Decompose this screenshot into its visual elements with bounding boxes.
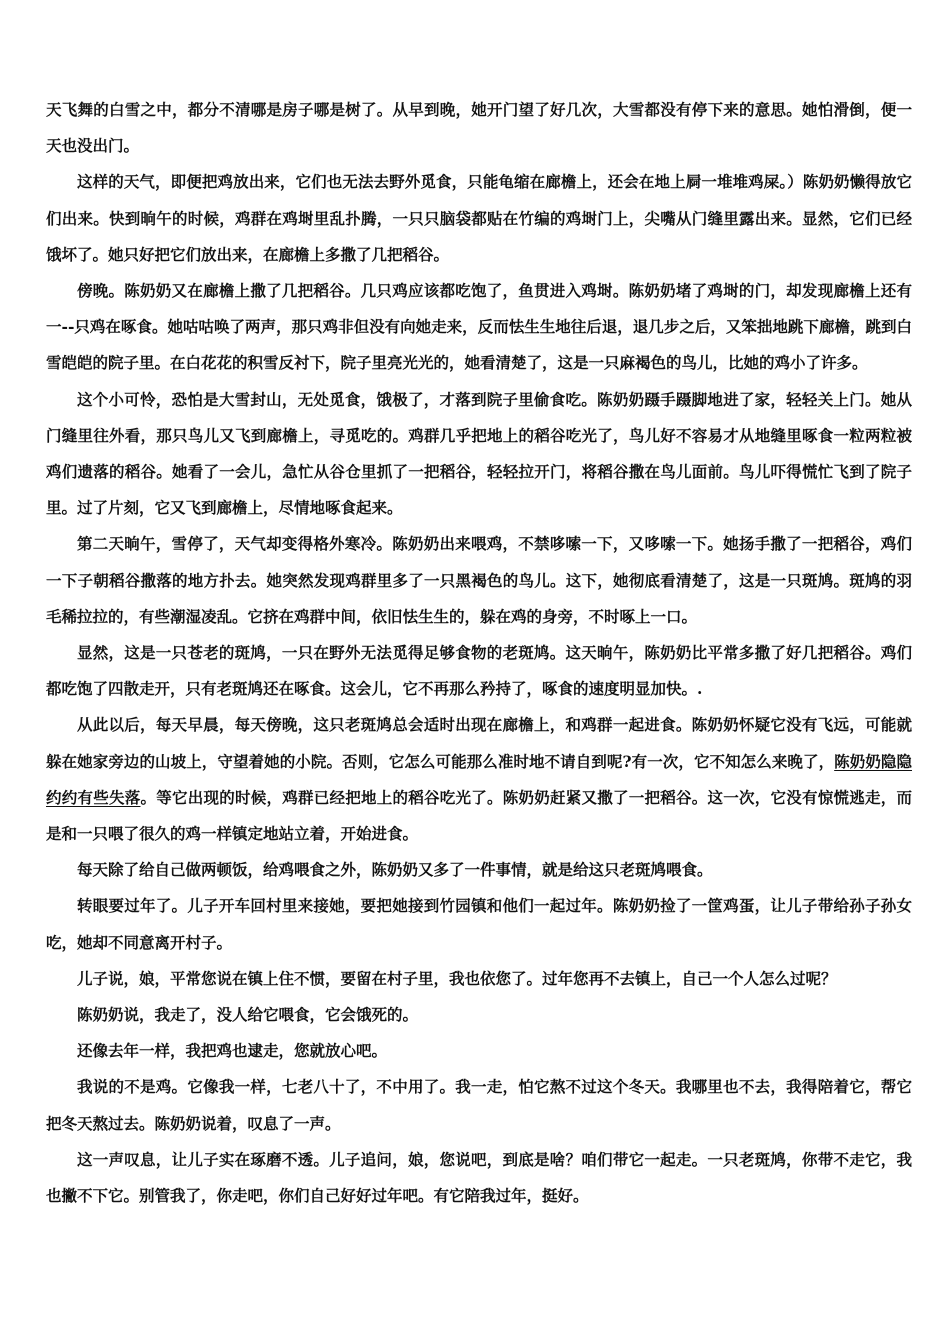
text-segment: 陈奶奶说，我走了，没人给它喂食，它会饿死的。 (77, 1005, 419, 1025)
document-page (46, 92, 912, 1214)
text-segment: 转眼要过年了。儿子开车回村里来接她，要把她接到竹园镇和他们一起过年。陈奶奶捡了一筐鸡蛋，让儿子带给孙子孙女吃，她却不同意离开村子。 (46, 896, 912, 952)
paragraph (46, 1069, 912, 1141)
text-segment: 我说的不是鸡。它像我一样，七老八十了，不中用了。我一走，怕它熬不过这个冬天。我哪里也不去，我得陪着它，帮它把冬天熬过去。陈奶奶说着，叹息了一声。 (46, 1077, 912, 1133)
text-segment: 第二天晌午，雪停了，天气却变得格外寒冷。陈奶奶出来喂鸡，不禁哆嗦一下，又哆嗦一下。她扬手撒了一把稻谷，鸡们一下子朝稻谷撒落的地方扑去。她突然发现鸡群里多了一只黑褐色的鸟儿。这下，她彻底看清楚了，这是一只斑鸠。斑鸠的羽毛稀拉拉的，有些潮湿凌乱。它挤在鸡群中间，依旧怯生生的，躲在鸡的身旁，不时啄上一口。 (46, 534, 912, 626)
text-segment: 儿子说，娘，平常您说在镇上住不惯，要留在村子里，我也依您了。过年您再不去镇上，自己一个人怎么过呢？ (77, 968, 837, 988)
paragraph (46, 92, 912, 164)
paragraph (46, 164, 912, 273)
text-segment: 这样的天气，即便把鸡放出来，它们也无法去野外觅食，只能龟缩在廊檐上，还会在地上屙一堆堆鸡屎。）陈奶奶懒得放它们出来。快到晌午的时候，鸡群在鸡埘里乱扑腾，一只只脑袋都贴在竹编的鸡埘门上，尖嘴从门缝里露出来。显然，它们已经饿坏了。她只好把它们放出来，在廊檐上多撒了几把稻谷。 (46, 172, 912, 264)
underlined-phrase: 陈奶奶隐隐约约有些失落 (46, 751, 912, 807)
text-segment: 显然，这是一只苍老的斑鸠，一只在野外无法觅得足够食物的老斑鸠。这天晌午，陈奶奶比平常多撒了好几把稻谷。鸡们都吃饱了四散走开，只有老斑鸠还在啄食。这会儿，它不再那么矜持了，啄食的速度明显加快。. (46, 643, 912, 699)
text-segment: 。等它出现的时候，鸡群已经把地上的稻谷吃光了。陈奶奶赶紧又撒了一把稻谷。这一次，它没有惊慌逃走，而是和一只喂了很久的鸡一样镇定地站立着，开始进食。 (46, 787, 912, 844)
paragraph (46, 635, 912, 707)
paragraph (46, 852, 912, 888)
paragraph (46, 997, 912, 1033)
text-segment: 天飞舞的白雪之中，都分不清哪是房子哪是树了。从早到晚，她开门望了好几次，大雪都没有停下来的意思。她怕滑倒，便一天也没出门。 (46, 100, 912, 156)
text-segment: 每天除了给自己做两顿饭，给鸡喂食之外，陈奶奶又多了一件事情，就是给这只老斑鸠喂食。 (77, 860, 713, 880)
text-segment: 傍晚。陈奶奶又在廊檐上撒了几把稻谷。几只鸡应该都吃饱了，鱼贯进入鸡埘。陈奶奶堵了鸡埘的门，却发现廊檐上还有一--只鸡在啄食。她咕咕唤了两声，那只鸡非但没有向她走来，反而怯生生地往后退，退几步之后，又笨拙地跳下廊檐，跳到白雪皑皑的院子里。在白花花的积雪反衬下，院子里亮光光的，她看清楚了，这是一只麻褐色的鸟儿，比她的鸡小了许多。 (46, 281, 912, 373)
paragraph (46, 273, 912, 382)
paragraph (46, 888, 912, 960)
text-segment: 这一声叹息，让儿子实在琢磨不透。儿子追问，娘，您说吧，到底是啥？咱们带它一起走。一只老斑鸠，你带不走它，我也撇不下它。别管我了，你走吧，你们自己好好过年吧。有它陪我过年，挺好。 (46, 1149, 912, 1206)
paragraph (46, 707, 912, 852)
paragraph (46, 382, 912, 527)
paragraph (46, 961, 912, 997)
paragraph (46, 1142, 912, 1214)
text-segment: 这个小可怜，恐怕是大雪封山，无处觅食，饿极了，才落到院子里偷食吃。陈奶奶蹑手蹑脚地进了家，轻轻关上门。她从门缝里往外看，那只鸟儿又飞到廊檐上，寻觅吃的。鸡群几乎把地上的稻谷吃光了，鸟儿好不容易才从地缝里啄食一粒两粒被鸡们遗落的稻谷。她看了一会儿，急忙从谷仓里抓了一把稻谷，轻轻拉开门，将稻谷撒在鸟儿面前。鸟儿吓得慌忙飞到了院子里。过了片刻，它又飞到廊檐上，尽情地啄食起来。 (46, 389, 912, 518)
text-segment: 还像去年一样，我把鸡也逮走，您就放心吧。 (77, 1041, 388, 1061)
paragraph (46, 1033, 912, 1069)
text-segment: 从此以后，每天早晨，每天傍晚，这只老斑鸠总会适时出现在廊檐上，和鸡群一起进食。陈奶奶怀疑它没有飞远，可能就躲在她家旁边的山坡上，守望着她的小院。否则，它怎么可能那么准时地不请自到呢?有一次，它不知怎么来晚了， (46, 715, 912, 771)
paragraph (46, 526, 912, 635)
